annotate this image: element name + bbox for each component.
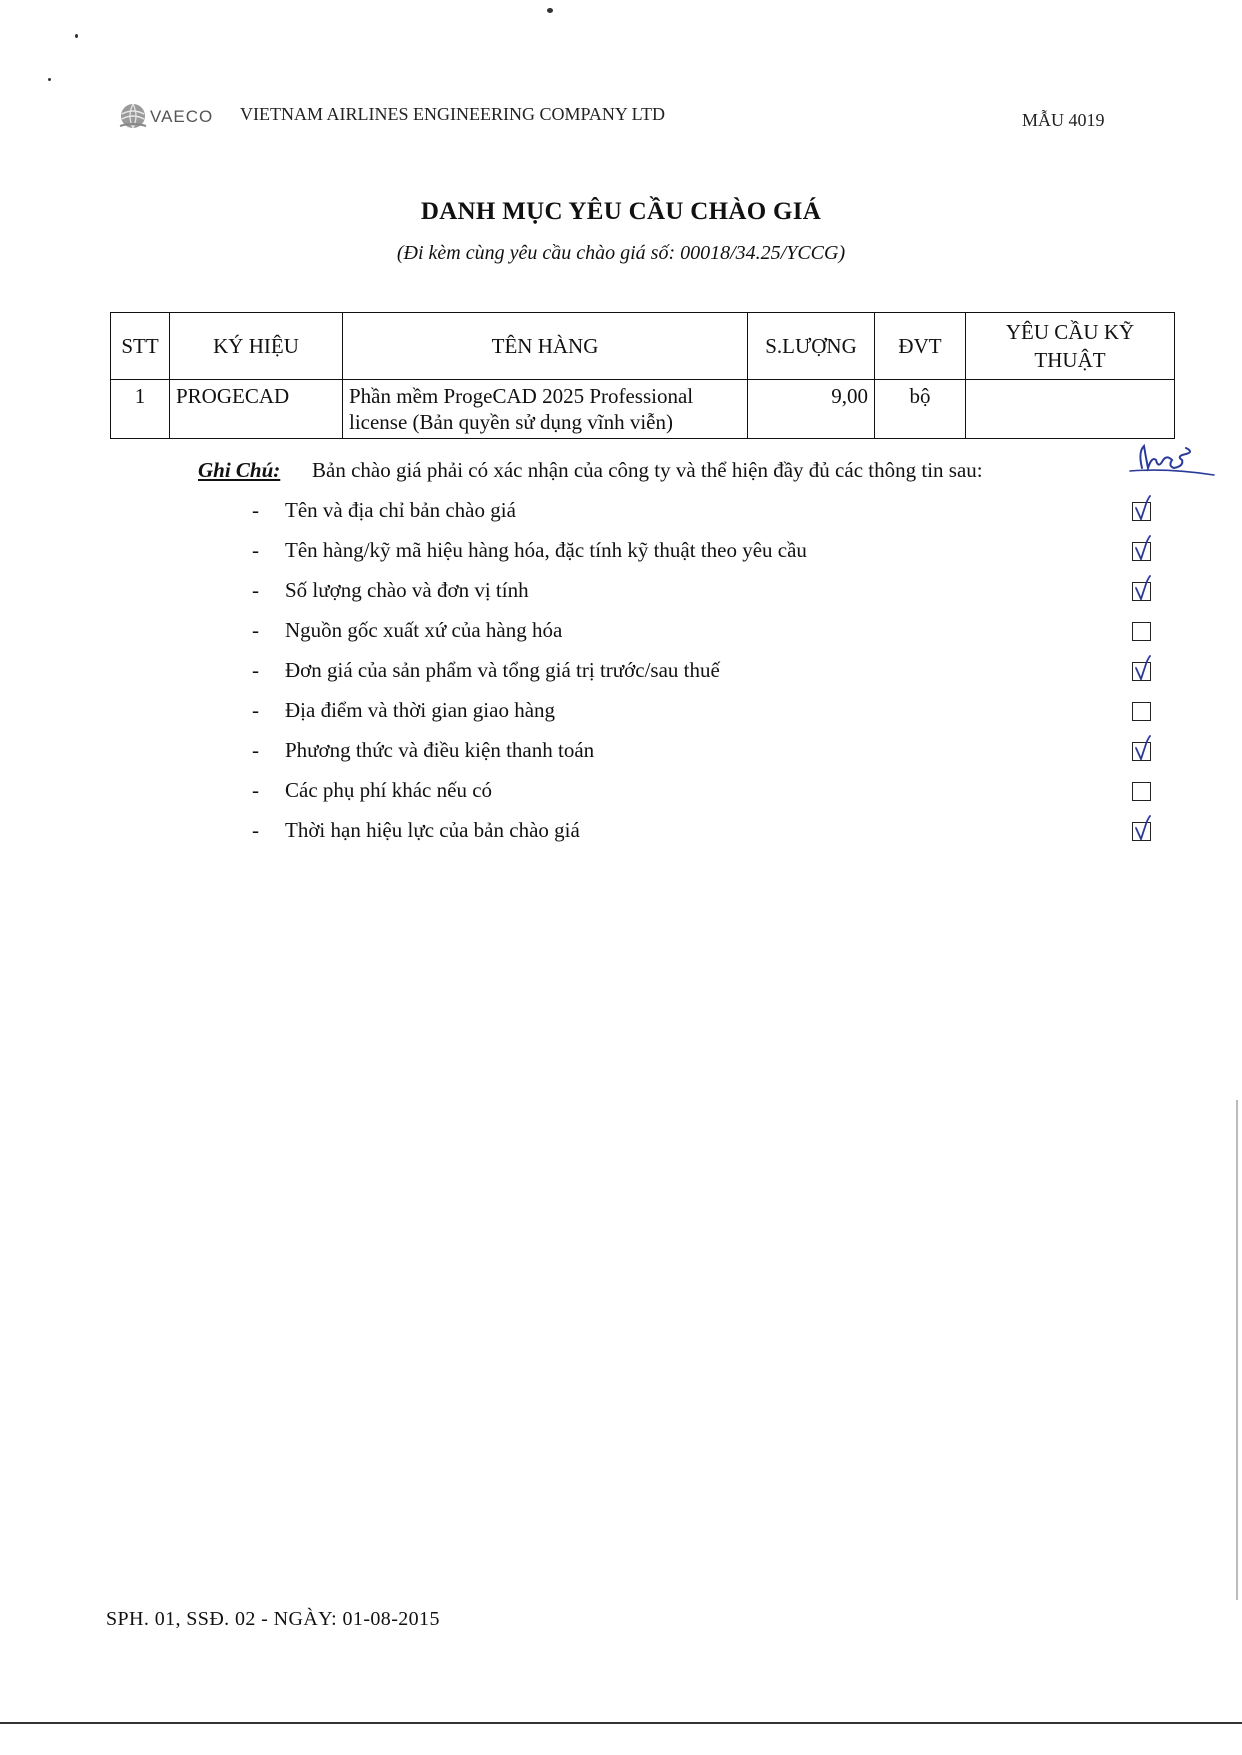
empty-checkbox — [1132, 782, 1151, 801]
header-name: TÊN HÀNG — [343, 313, 748, 380]
logo-wordmark: VAECO — [150, 107, 214, 126]
checkmark-icon — [1132, 494, 1154, 524]
list-dash: - — [252, 698, 259, 722]
checkmark-icon — [1132, 814, 1154, 844]
requirement-text: Tên và địa chỉ bản chào giá — [285, 498, 516, 522]
list-dash: - — [252, 658, 259, 682]
cell-name-line1: Phần mềm ProgeCAD 2025 Professional — [349, 384, 694, 408]
checked-checkbox — [1132, 502, 1151, 521]
header-spec — [966, 313, 1175, 380]
header-code: KÝ HIỆU — [170, 313, 343, 380]
company-logo — [118, 100, 213, 134]
requirement-item — [252, 496, 1152, 536]
cell-unit: bộ — [875, 380, 966, 439]
checkmark-icon — [1132, 734, 1154, 764]
header-qty: S.LƯỢNG — [748, 313, 875, 380]
header-spec-line1: YÊU CẦU KỸ — [1005, 320, 1135, 344]
handwritten-initials — [1128, 438, 1218, 478]
page-bottom-rule — [0, 1722, 1242, 1724]
table-header-row — [111, 313, 1175, 380]
requirement-text: Đơn giá của sản phẩm và tổng giá trị trước/sau thuế — [285, 658, 720, 682]
requirement-text: Các phụ phí khác nếu có — [285, 778, 493, 802]
requirement-text: Tên hàng/kỹ mã hiệu hàng hóa, đặc tính kỹ thuật theo yêu cầu — [285, 538, 807, 562]
checked-checkbox — [1132, 542, 1151, 561]
cell-stt: 1 — [111, 380, 170, 439]
requirement-item — [252, 576, 1152, 616]
requirement-item — [252, 656, 1152, 696]
list-dash: - — [252, 578, 259, 602]
requirements-list — [252, 496, 1152, 856]
requirement-text: Số lượng chào và đơn vị tính — [285, 578, 529, 602]
items-table — [110, 312, 1175, 439]
company-name: VIETNAM AIRLINES ENGINEERING COMPANY LTD — [240, 104, 665, 124]
list-dash: - — [252, 498, 259, 522]
checkmark-icon — [1132, 534, 1154, 564]
empty-checkbox — [1132, 622, 1151, 641]
cell-name-line2: license (Bản quyền sử dụng vĩnh viễn) — [349, 410, 673, 434]
list-dash: - — [252, 538, 259, 562]
checked-checkbox — [1132, 582, 1151, 601]
vaeco-globe-icon — [118, 102, 148, 132]
checked-checkbox — [1132, 742, 1151, 761]
requirement-item — [252, 736, 1152, 776]
cell-spec — [966, 380, 1175, 439]
document-title: DANH MỤC YÊU CẦU CHÀO GIÁ — [420, 198, 822, 225]
requirement-item — [252, 776, 1152, 816]
header-stt: STT — [111, 313, 170, 380]
scan-speck — [547, 8, 553, 13]
page-edge-shadow — [1236, 1100, 1238, 1600]
list-dash: - — [252, 778, 259, 802]
document-subtitle: (Đi kèm cùng yêu cầu chào giá số: 00018/34.25/YCCG) — [396, 242, 846, 264]
checkmark-icon — [1132, 654, 1154, 684]
checkmark-icon — [1132, 574, 1154, 604]
requirement-text: Phương thức và điều kiện thanh toán — [285, 738, 595, 762]
requirement-item — [252, 536, 1152, 576]
note-intro: Bản chào giá phải có xác nhận của công ty và thể hiện đầy đủ các thông tin sau: — [312, 458, 983, 482]
list-dash: - — [252, 738, 259, 762]
cell-name — [343, 380, 748, 439]
requirement-text: Nguồn gốc xuất xứ của hàng hóa — [285, 618, 563, 642]
checked-checkbox — [1132, 822, 1151, 841]
checked-checkbox — [1132, 662, 1151, 681]
note-label: Ghi Chú: — [198, 458, 281, 482]
requirement-text: Thời hạn hiệu lực của bản chào giá — [285, 818, 580, 842]
form-footer: SPH. 01, SSĐ. 02 - NGÀY: 01-08-2015 — [106, 1608, 440, 1630]
form-code: MẪU 4019 — [1022, 110, 1105, 130]
table-row — [111, 380, 1175, 439]
scan-speck — [75, 34, 78, 38]
cell-code: PROGECAD — [170, 380, 343, 439]
header-spec-line2: THUẬT — [1034, 348, 1106, 372]
header-unit: ĐVT — [875, 313, 966, 380]
cell-qty: 9,00 — [748, 380, 875, 439]
scan-speck — [48, 78, 51, 81]
requirement-text: Địa điểm và thời gian giao hàng — [285, 698, 556, 722]
empty-checkbox — [1132, 702, 1151, 721]
requirement-item — [252, 616, 1152, 656]
requirement-item — [252, 816, 1152, 856]
list-dash: - — [252, 818, 259, 842]
list-dash: - — [252, 618, 259, 642]
requirement-item — [252, 696, 1152, 736]
